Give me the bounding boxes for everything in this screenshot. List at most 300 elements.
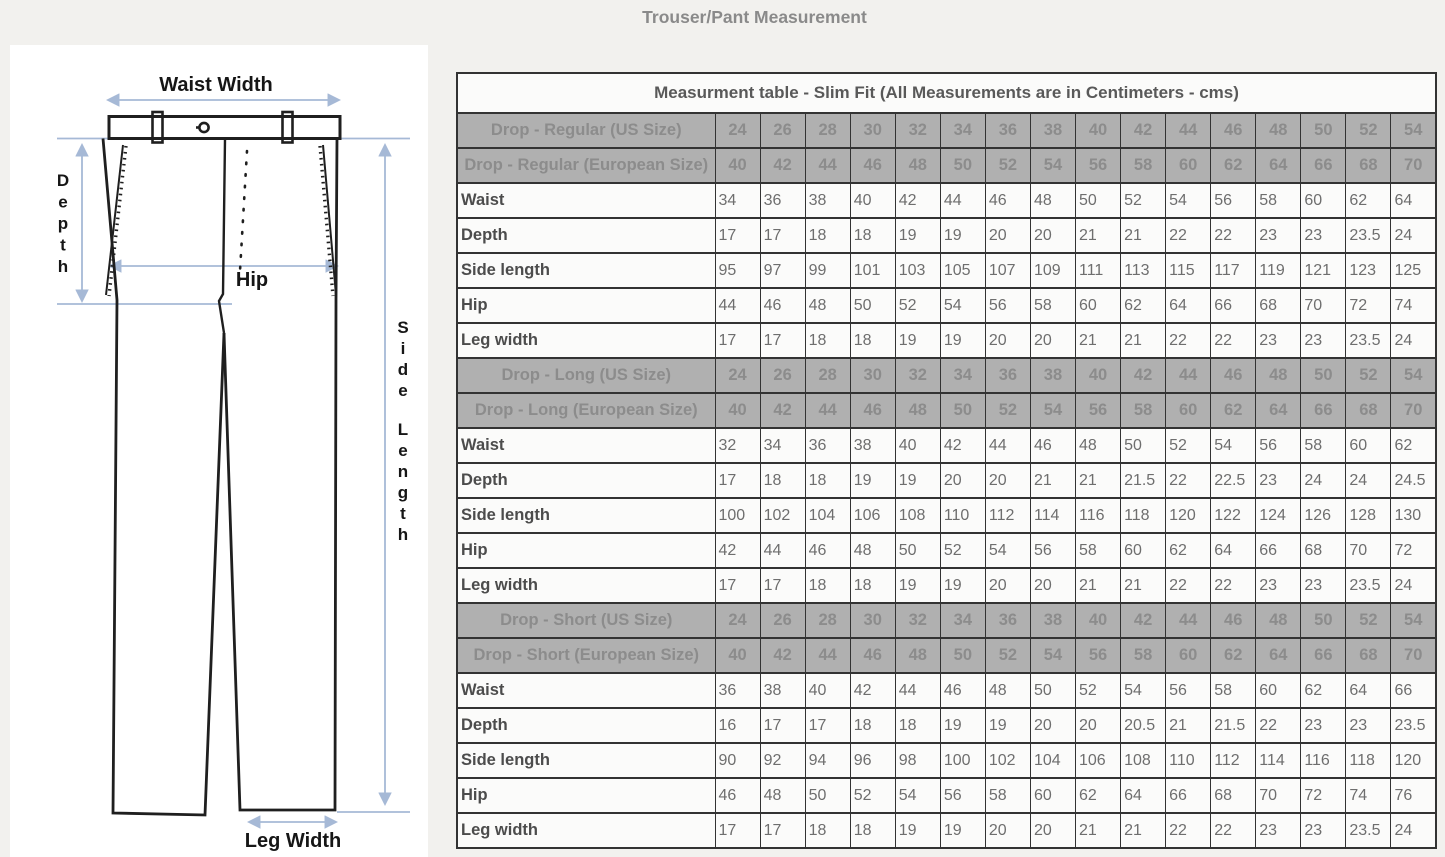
size-header-row-eu-value-cell: 46 bbox=[850, 148, 895, 183]
measure-row bbox=[457, 743, 1436, 778]
measure-row-value-cell: 40 bbox=[895, 428, 940, 463]
measure-row-value-cell: 17 bbox=[760, 708, 805, 743]
measure-row-label: Depth bbox=[461, 716, 508, 734]
measure-row-value-cell: 58 bbox=[985, 778, 1030, 813]
measure-row-value-cell: 56 bbox=[1256, 428, 1301, 463]
measure-row-value-cell: 21 bbox=[1076, 463, 1121, 498]
measure-row-value-cell: 52 bbox=[940, 533, 985, 568]
size-header-row-eu-value-cell: 50 bbox=[940, 393, 985, 428]
measure-row-value-cell: 24 bbox=[1391, 813, 1436, 848]
measure-row-label: Leg width bbox=[461, 331, 538, 349]
measure-row-value-cell: 124 bbox=[1256, 498, 1301, 533]
size-header-row-us-value-cell: 48 bbox=[1256, 603, 1301, 638]
size-header-row-us-value-cell: 54 bbox=[1391, 358, 1436, 393]
measure-row-value-cell: 48 bbox=[760, 778, 805, 813]
measure-row-value-cell: 20 bbox=[985, 568, 1030, 603]
measure-row-value-cell: 23 bbox=[1256, 218, 1301, 253]
svg-text:d: d bbox=[397, 360, 409, 379]
size-header-row-eu-value-cell: 48 bbox=[895, 148, 940, 183]
size-header-row-us-value-cell: 32 bbox=[895, 603, 940, 638]
size-header-row-eu bbox=[457, 393, 1436, 428]
size-header-row-us-label: Drop - Regular (US Size) bbox=[457, 113, 715, 148]
measure-row-value-cell: 113 bbox=[1121, 253, 1166, 288]
measure-row-value-cell: 23 bbox=[1301, 568, 1346, 603]
measure-row-value-cell: 118 bbox=[1346, 743, 1391, 778]
measure-row-value-cell: 58 bbox=[1030, 288, 1075, 323]
measure-row-value-cell: 50 bbox=[805, 778, 850, 813]
size-header-row-eu-value-cell: 50 bbox=[940, 638, 985, 673]
svg-text:h: h bbox=[397, 525, 409, 544]
measure-row-value-cell: 23.5 bbox=[1346, 218, 1391, 253]
side-length-label bbox=[397, 318, 408, 544]
measure-row-value-cell: 62 bbox=[1166, 533, 1211, 568]
measure-row-value-cell: 110 bbox=[1166, 743, 1211, 778]
measure-row bbox=[457, 428, 1436, 463]
measure-row-value-cell: 19 bbox=[850, 463, 895, 498]
measure-row-value-cell: 42 bbox=[940, 428, 985, 463]
measure-row-value-cell: 58 bbox=[1301, 428, 1346, 463]
measure-row-value-cell: 22 bbox=[1211, 323, 1256, 358]
measure-row-value-cell: 46 bbox=[940, 673, 985, 708]
trouser-diagram-panel bbox=[10, 45, 428, 857]
measure-row-value-cell: 120 bbox=[1166, 498, 1211, 533]
size-header-row-eu-value-cell: 58 bbox=[1121, 638, 1166, 673]
measure-row-value-cell: 90 bbox=[715, 743, 760, 778]
measure-row-value-cell: 66 bbox=[1166, 778, 1211, 813]
measure-row-value-cell: 21.5 bbox=[1211, 708, 1256, 743]
size-header-row-eu-value-cell: 54 bbox=[1030, 393, 1075, 428]
size-header-row-us-value-cell: 38 bbox=[1030, 113, 1075, 148]
size-header-row-us-value-cell: 54 bbox=[1391, 113, 1436, 148]
size-header-row-eu-value-cell: 44 bbox=[805, 148, 850, 183]
size-header-row-us-value-cell: 38 bbox=[1030, 603, 1075, 638]
measure-row-value-cell: 20 bbox=[1030, 218, 1075, 253]
size-header-row-eu-value-cell: 68 bbox=[1346, 638, 1391, 673]
measure-row-value-cell: 60 bbox=[1030, 778, 1075, 813]
measure-row-value-cell: 18 bbox=[805, 813, 850, 848]
measure-row-value-cell: 62 bbox=[1076, 778, 1121, 813]
size-header-row-us-value-cell: 34 bbox=[940, 113, 985, 148]
measure-row-value-cell: 42 bbox=[895, 183, 940, 218]
measure-row-value-cell: 101 bbox=[850, 253, 895, 288]
measure-row-value-cell: 20 bbox=[1076, 708, 1121, 743]
svg-text:e: e bbox=[398, 381, 408, 400]
size-header-row-eu bbox=[457, 638, 1436, 673]
measure-row-value-cell: 23 bbox=[1301, 813, 1346, 848]
measure-row-value-cell: 22 bbox=[1166, 568, 1211, 603]
measure-row-value-cell: 40 bbox=[850, 183, 895, 218]
measure-row-value-cell: 52 bbox=[1121, 183, 1166, 218]
measure-row-value-cell: 54 bbox=[895, 778, 940, 813]
measure-row-value-cell: 20 bbox=[940, 463, 985, 498]
measure-row-value-cell: 66 bbox=[1391, 673, 1436, 708]
depth-label bbox=[57, 171, 69, 276]
measure-row-value-cell: 18 bbox=[850, 568, 895, 603]
size-header-row-us-value-cell: 34 bbox=[940, 603, 985, 638]
svg-text:e: e bbox=[58, 192, 68, 212]
measure-row-value-cell: 56 bbox=[985, 288, 1030, 323]
measure-row-label: Hip bbox=[461, 786, 488, 804]
size-header-row-us-value-cell: 30 bbox=[850, 603, 895, 638]
measure-row-value-cell: 20 bbox=[985, 813, 1030, 848]
measure-row-value-cell: 17 bbox=[760, 218, 805, 253]
size-header-row-eu-value-cell: 70 bbox=[1391, 393, 1436, 428]
size-header-row-us-value-cell: 42 bbox=[1121, 113, 1166, 148]
measure-row-value-cell: 22 bbox=[1166, 323, 1211, 358]
measure-row-value-cell: 34 bbox=[715, 183, 760, 218]
measure-row-value-cell: 62 bbox=[1121, 288, 1166, 323]
measure-row-value-cell: 18 bbox=[805, 568, 850, 603]
measure-row bbox=[457, 708, 1436, 743]
measure-row-value-cell: 18 bbox=[805, 323, 850, 358]
size-header-row-eu-label: Drop - Regular (European Size) bbox=[457, 148, 715, 183]
size-header-row-eu-value-cell: 58 bbox=[1121, 393, 1166, 428]
size-header-row-us-value-cell: 34 bbox=[940, 358, 985, 393]
measure-row-value-cell: 96 bbox=[850, 743, 895, 778]
size-header-row-us-value-cell: 28 bbox=[805, 113, 850, 148]
measure-row-value-cell: 105 bbox=[940, 253, 985, 288]
measure-row-value-cell: 19 bbox=[940, 568, 985, 603]
measure-row-value-cell: 56 bbox=[1211, 183, 1256, 218]
measure-row-value-cell: 21 bbox=[1121, 218, 1166, 253]
size-header-row-eu-label: Drop - Short (European Size) bbox=[457, 638, 715, 673]
measure-row-value-cell: 60 bbox=[1301, 183, 1346, 218]
size-header-row-eu-value-cell: 68 bbox=[1346, 393, 1391, 428]
size-header-row-us bbox=[457, 358, 1436, 393]
size-header-row-us-value-cell: 50 bbox=[1301, 603, 1346, 638]
measure-row bbox=[457, 533, 1436, 568]
svg-text:g: g bbox=[397, 483, 409, 502]
size-header-row-us-value-cell: 46 bbox=[1211, 358, 1256, 393]
measure-row-value-cell: 66 bbox=[1211, 288, 1256, 323]
measure-row-value-cell: 20 bbox=[985, 323, 1030, 358]
measure-row-value-cell: 92 bbox=[760, 743, 805, 778]
measure-row-value-cell: 104 bbox=[805, 498, 850, 533]
waistband bbox=[109, 117, 340, 139]
measure-row-value-cell: 17 bbox=[715, 463, 760, 498]
measure-row-value-cell: 122 bbox=[1211, 498, 1256, 533]
measure-row-value-cell: 62 bbox=[1391, 428, 1436, 463]
measure-row-value-cell: 22.5 bbox=[1211, 463, 1256, 498]
measure-row-value-cell: 17 bbox=[715, 218, 760, 253]
size-header-row-eu-value-cell: 40 bbox=[715, 638, 760, 673]
measure-row-value-cell: 21 bbox=[1166, 708, 1211, 743]
waist-button bbox=[199, 123, 208, 132]
measure-row-value-cell: 19 bbox=[940, 708, 985, 743]
measure-row-value-cell: 48 bbox=[805, 288, 850, 323]
measure-row-value-cell: 74 bbox=[1346, 778, 1391, 813]
measure-row bbox=[457, 323, 1436, 358]
measure-row-value-cell: 20.5 bbox=[1121, 708, 1166, 743]
measure-row-value-cell: 23.5 bbox=[1346, 568, 1391, 603]
measure-row-value-cell: 64 bbox=[1121, 778, 1166, 813]
size-header-row-us-value-cell: 44 bbox=[1166, 603, 1211, 638]
size-header-row-us-value-cell: 48 bbox=[1256, 358, 1301, 393]
size-header-row-eu-value-cell: 60 bbox=[1166, 148, 1211, 183]
size-header-row-eu-value-cell: 62 bbox=[1211, 148, 1256, 183]
svg-text:n: n bbox=[397, 462, 409, 481]
svg-text:D: D bbox=[56, 171, 70, 190]
measure-row-label: Leg width bbox=[461, 576, 538, 594]
size-header-row-eu-value-cell: 46 bbox=[850, 393, 895, 428]
measure-row-value-cell: 114 bbox=[1256, 743, 1301, 778]
measure-row-value-cell: 21 bbox=[1076, 218, 1121, 253]
measure-row-value-cell: 17 bbox=[715, 813, 760, 848]
measure-row bbox=[457, 568, 1436, 603]
size-header-row-us-value-cell: 26 bbox=[760, 603, 805, 638]
measure-row-value-cell: 106 bbox=[850, 498, 895, 533]
size-header-row-eu-value-cell: 44 bbox=[805, 638, 850, 673]
measure-row-value-cell: 19 bbox=[895, 323, 940, 358]
measure-row-value-cell: 97 bbox=[760, 253, 805, 288]
measurement-table bbox=[456, 72, 1437, 849]
measure-row-value-cell: 20 bbox=[1030, 323, 1075, 358]
measure-row-value-cell: 112 bbox=[1211, 743, 1256, 778]
measure-row-value-cell: 22 bbox=[1211, 813, 1256, 848]
measure-row bbox=[457, 813, 1436, 848]
measure-row-value-cell: 108 bbox=[895, 498, 940, 533]
size-header-row-eu-value-cell: 52 bbox=[985, 638, 1030, 673]
measure-row-value-cell: 60 bbox=[1076, 288, 1121, 323]
size-header-row-eu-value-cell: 66 bbox=[1301, 638, 1346, 673]
measure-row-value-cell: 50 bbox=[1030, 673, 1075, 708]
size-header-row-eu-value-cell: 42 bbox=[760, 393, 805, 428]
size-header-row-eu-value-cell: 66 bbox=[1301, 148, 1346, 183]
measure-row bbox=[457, 253, 1436, 288]
measure-row-value-cell: 24 bbox=[1301, 463, 1346, 498]
svg-text:p: p bbox=[57, 214, 69, 233]
measure-row-value-cell: 116 bbox=[1076, 498, 1121, 533]
measure-row-value-cell: 24.5 bbox=[1391, 463, 1436, 498]
size-header-row-eu-value-cell: 68 bbox=[1346, 148, 1391, 183]
size-header-row-us-value-cell: 44 bbox=[1166, 358, 1211, 393]
measure-row-value-cell: 17 bbox=[715, 323, 760, 358]
size-header-row-eu-value-cell: 64 bbox=[1256, 638, 1301, 673]
measure-row-value-cell: 44 bbox=[985, 428, 1030, 463]
measure-row-value-cell: 50 bbox=[1121, 428, 1166, 463]
size-header-row-us-value-cell: 24 bbox=[715, 113, 760, 148]
measure-row-value-cell: 100 bbox=[715, 498, 760, 533]
measure-row-value-cell: 54 bbox=[1211, 428, 1256, 463]
size-header-row-eu-value-cell: 48 bbox=[895, 638, 940, 673]
measure-row-value-cell: 21 bbox=[1121, 323, 1166, 358]
size-header-row-eu-value-cell: 50 bbox=[940, 148, 985, 183]
measure-row-label: Hip bbox=[461, 541, 488, 559]
measure-row-value-cell: 72 bbox=[1346, 288, 1391, 323]
measure-row-value-cell: 18 bbox=[760, 463, 805, 498]
measure-row-value-cell: 62 bbox=[1346, 183, 1391, 218]
svg-text:e: e bbox=[398, 441, 408, 460]
measure-row-value-cell: 18 bbox=[850, 323, 895, 358]
measure-row-value-cell: 60 bbox=[1256, 673, 1301, 708]
measure-row-value-cell: 21 bbox=[1121, 568, 1166, 603]
svg-text:t: t bbox=[400, 504, 406, 523]
size-header-row-us-value-cell: 44 bbox=[1166, 113, 1211, 148]
measure-row-value-cell: 23 bbox=[1301, 323, 1346, 358]
measure-row-label: Side length bbox=[461, 751, 550, 769]
size-header-row-eu-value-cell: 62 bbox=[1211, 638, 1256, 673]
measure-row-value-cell: 38 bbox=[805, 183, 850, 218]
measure-row-value-cell: 22 bbox=[1166, 813, 1211, 848]
size-header-row-us-label: Drop - Short (US Size) bbox=[457, 603, 715, 638]
measure-row-value-cell: 32 bbox=[715, 428, 760, 463]
size-header-row-eu-value-cell: 52 bbox=[985, 148, 1030, 183]
measure-row-value-cell: 48 bbox=[985, 673, 1030, 708]
size-header-row-eu-value-cell: 40 bbox=[715, 393, 760, 428]
measure-row bbox=[457, 498, 1436, 533]
measure-row-value-cell: 94 bbox=[805, 743, 850, 778]
measure-row-value-cell: 64 bbox=[1211, 533, 1256, 568]
size-header-row-eu-value-cell: 60 bbox=[1166, 393, 1211, 428]
size-header-row-eu-value-cell: 70 bbox=[1391, 638, 1436, 673]
measure-row-value-cell: 62 bbox=[1301, 673, 1346, 708]
measure-row-value-cell: 128 bbox=[1346, 498, 1391, 533]
size-header-row-us-value-cell: 26 bbox=[760, 113, 805, 148]
measure-row-value-cell: 108 bbox=[1121, 743, 1166, 778]
waist-width-label: Waist Width bbox=[159, 74, 273, 96]
size-header-row-eu-value-cell: 62 bbox=[1211, 393, 1256, 428]
measure-row-value-cell: 21 bbox=[1076, 568, 1121, 603]
measure-row-value-cell: 44 bbox=[895, 673, 940, 708]
measure-row-value-cell: 109 bbox=[1030, 253, 1075, 288]
measure-row-value-cell: 23 bbox=[1346, 708, 1391, 743]
size-header-row-us-value-cell: 40 bbox=[1076, 358, 1121, 393]
measure-row bbox=[457, 183, 1436, 218]
measure-row-value-cell: 46 bbox=[985, 183, 1030, 218]
measure-row-value-cell: 17 bbox=[715, 568, 760, 603]
size-header-row-us-value-cell: 52 bbox=[1346, 358, 1391, 393]
size-header-row-us-value-cell: 50 bbox=[1301, 358, 1346, 393]
measure-row-value-cell: 130 bbox=[1391, 498, 1436, 533]
measure-row-value-cell: 54 bbox=[1166, 183, 1211, 218]
size-header-row-eu-value-cell: 44 bbox=[805, 393, 850, 428]
measure-row-value-cell: 48 bbox=[1076, 428, 1121, 463]
measure-row-value-cell: 24 bbox=[1391, 568, 1436, 603]
measure-row-value-cell: 70 bbox=[1256, 778, 1301, 813]
measure-row-value-cell: 72 bbox=[1301, 778, 1346, 813]
measure-row-value-cell: 16 bbox=[715, 708, 760, 743]
size-header-row-eu bbox=[457, 148, 1436, 183]
size-header-row-eu-value-cell: 60 bbox=[1166, 638, 1211, 673]
measure-row-value-cell: 103 bbox=[895, 253, 940, 288]
size-header-row-us-value-cell: 38 bbox=[1030, 358, 1075, 393]
measure-row-value-cell: 44 bbox=[760, 533, 805, 568]
size-header-row-eu-value-cell: 56 bbox=[1076, 393, 1121, 428]
size-header-row-us-value-cell: 30 bbox=[850, 358, 895, 393]
measure-row-value-cell: 18 bbox=[805, 218, 850, 253]
measure-row-value-cell: 23 bbox=[1256, 568, 1301, 603]
measure-row-value-cell: 46 bbox=[805, 533, 850, 568]
size-header-row-us-value-cell: 46 bbox=[1211, 113, 1256, 148]
size-header-row-us-value-cell: 36 bbox=[985, 358, 1030, 393]
measure-row-label: Depth bbox=[461, 226, 508, 244]
measure-row-value-cell: 56 bbox=[940, 778, 985, 813]
measurement-table-body bbox=[457, 73, 1436, 848]
svg-text:h: h bbox=[57, 257, 69, 276]
measure-row bbox=[457, 673, 1436, 708]
size-header-row-us-value-cell: 24 bbox=[715, 358, 760, 393]
measure-row-value-cell: 17 bbox=[760, 568, 805, 603]
measure-row-value-cell: 23 bbox=[1301, 218, 1346, 253]
size-header-row-eu-value-cell: 54 bbox=[1030, 638, 1075, 673]
measure-row-value-cell: 36 bbox=[715, 673, 760, 708]
measure-row-value-cell: 54 bbox=[1121, 673, 1166, 708]
size-header-row-us-value-cell: 52 bbox=[1346, 113, 1391, 148]
size-header-row-eu-value-cell: 54 bbox=[1030, 148, 1075, 183]
measure-row-value-cell: 68 bbox=[1301, 533, 1346, 568]
measure-row-value-cell: 107 bbox=[985, 253, 1030, 288]
size-header-row-eu-value-cell: 52 bbox=[985, 393, 1030, 428]
size-header-row-us-value-cell: 28 bbox=[805, 603, 850, 638]
pocket-hatch-right bbox=[320, 146, 333, 296]
measure-row-value-cell: 21 bbox=[1076, 323, 1121, 358]
measure-row-value-cell: 54 bbox=[985, 533, 1030, 568]
measure-row-value-cell: 120 bbox=[1391, 743, 1436, 778]
measure-row-value-cell: 52 bbox=[850, 778, 895, 813]
measure-row-value-cell: 48 bbox=[850, 533, 895, 568]
measure-row-value-cell: 44 bbox=[715, 288, 760, 323]
measure-row-value-cell: 19 bbox=[895, 568, 940, 603]
size-header-row-us-value-cell: 40 bbox=[1076, 113, 1121, 148]
measure-row-value-cell: 52 bbox=[1076, 673, 1121, 708]
size-header-row-us-value-cell: 28 bbox=[805, 358, 850, 393]
measure-row-value-cell: 19 bbox=[985, 708, 1030, 743]
measure-row-value-cell: 19 bbox=[940, 218, 985, 253]
measure-row-value-cell: 66 bbox=[1256, 533, 1301, 568]
measure-row-value-cell: 18 bbox=[850, 708, 895, 743]
hip-label: Hip bbox=[235, 269, 269, 291]
trouser-measurement-diagram bbox=[10, 45, 428, 857]
measure-row-value-cell: 21 bbox=[1076, 813, 1121, 848]
measure-row-value-cell: 68 bbox=[1211, 778, 1256, 813]
measure-row-value-cell: 23 bbox=[1256, 813, 1301, 848]
measure-row-label: Waist bbox=[461, 191, 505, 209]
size-header-row-us-value-cell: 24 bbox=[715, 603, 760, 638]
measure-row-value-cell: 72 bbox=[1391, 533, 1436, 568]
measure-row-value-cell: 123 bbox=[1346, 253, 1391, 288]
measure-row-value-cell: 98 bbox=[895, 743, 940, 778]
measure-row-value-cell: 23.5 bbox=[1346, 813, 1391, 848]
svg-text:i: i bbox=[400, 339, 406, 358]
measure-row-value-cell: 50 bbox=[1076, 183, 1121, 218]
measure-row-value-cell: 22 bbox=[1211, 218, 1256, 253]
measure-row-value-cell: 106 bbox=[1076, 743, 1121, 778]
measure-row-value-cell: 19 bbox=[895, 218, 940, 253]
size-header-row-us-value-cell: 40 bbox=[1076, 603, 1121, 638]
measure-row-value-cell: 23.5 bbox=[1346, 323, 1391, 358]
size-header-row-us-value-cell: 48 bbox=[1256, 113, 1301, 148]
size-header-row-us-value-cell: 30 bbox=[850, 113, 895, 148]
size-header-row-eu-value-cell: 42 bbox=[760, 638, 805, 673]
measure-row-value-cell: 118 bbox=[1121, 498, 1166, 533]
measure-row-value-cell: 54 bbox=[940, 288, 985, 323]
size-header-row-us-value-cell: 50 bbox=[1301, 113, 1346, 148]
measure-row-label: Waist bbox=[461, 681, 505, 699]
size-header-row-eu-value-cell: 46 bbox=[850, 638, 895, 673]
measure-row-value-cell: 70 bbox=[1301, 288, 1346, 323]
size-header-row-eu-value-cell: 40 bbox=[715, 148, 760, 183]
measure-row-value-cell: 58 bbox=[1211, 673, 1256, 708]
size-header-row-us-value-cell: 46 bbox=[1211, 603, 1256, 638]
size-header-row-eu-value-cell: 64 bbox=[1256, 393, 1301, 428]
size-header-row-us-label: Drop - Long (US Size) bbox=[457, 358, 715, 393]
measure-row-value-cell: 36 bbox=[805, 428, 850, 463]
measure-row-value-cell: 46 bbox=[760, 288, 805, 323]
measure-row-value-cell: 40 bbox=[805, 673, 850, 708]
measure-row-value-cell: 19 bbox=[895, 813, 940, 848]
measure-row-value-cell: 58 bbox=[1076, 533, 1121, 568]
measure-row-value-cell: 95 bbox=[715, 253, 760, 288]
